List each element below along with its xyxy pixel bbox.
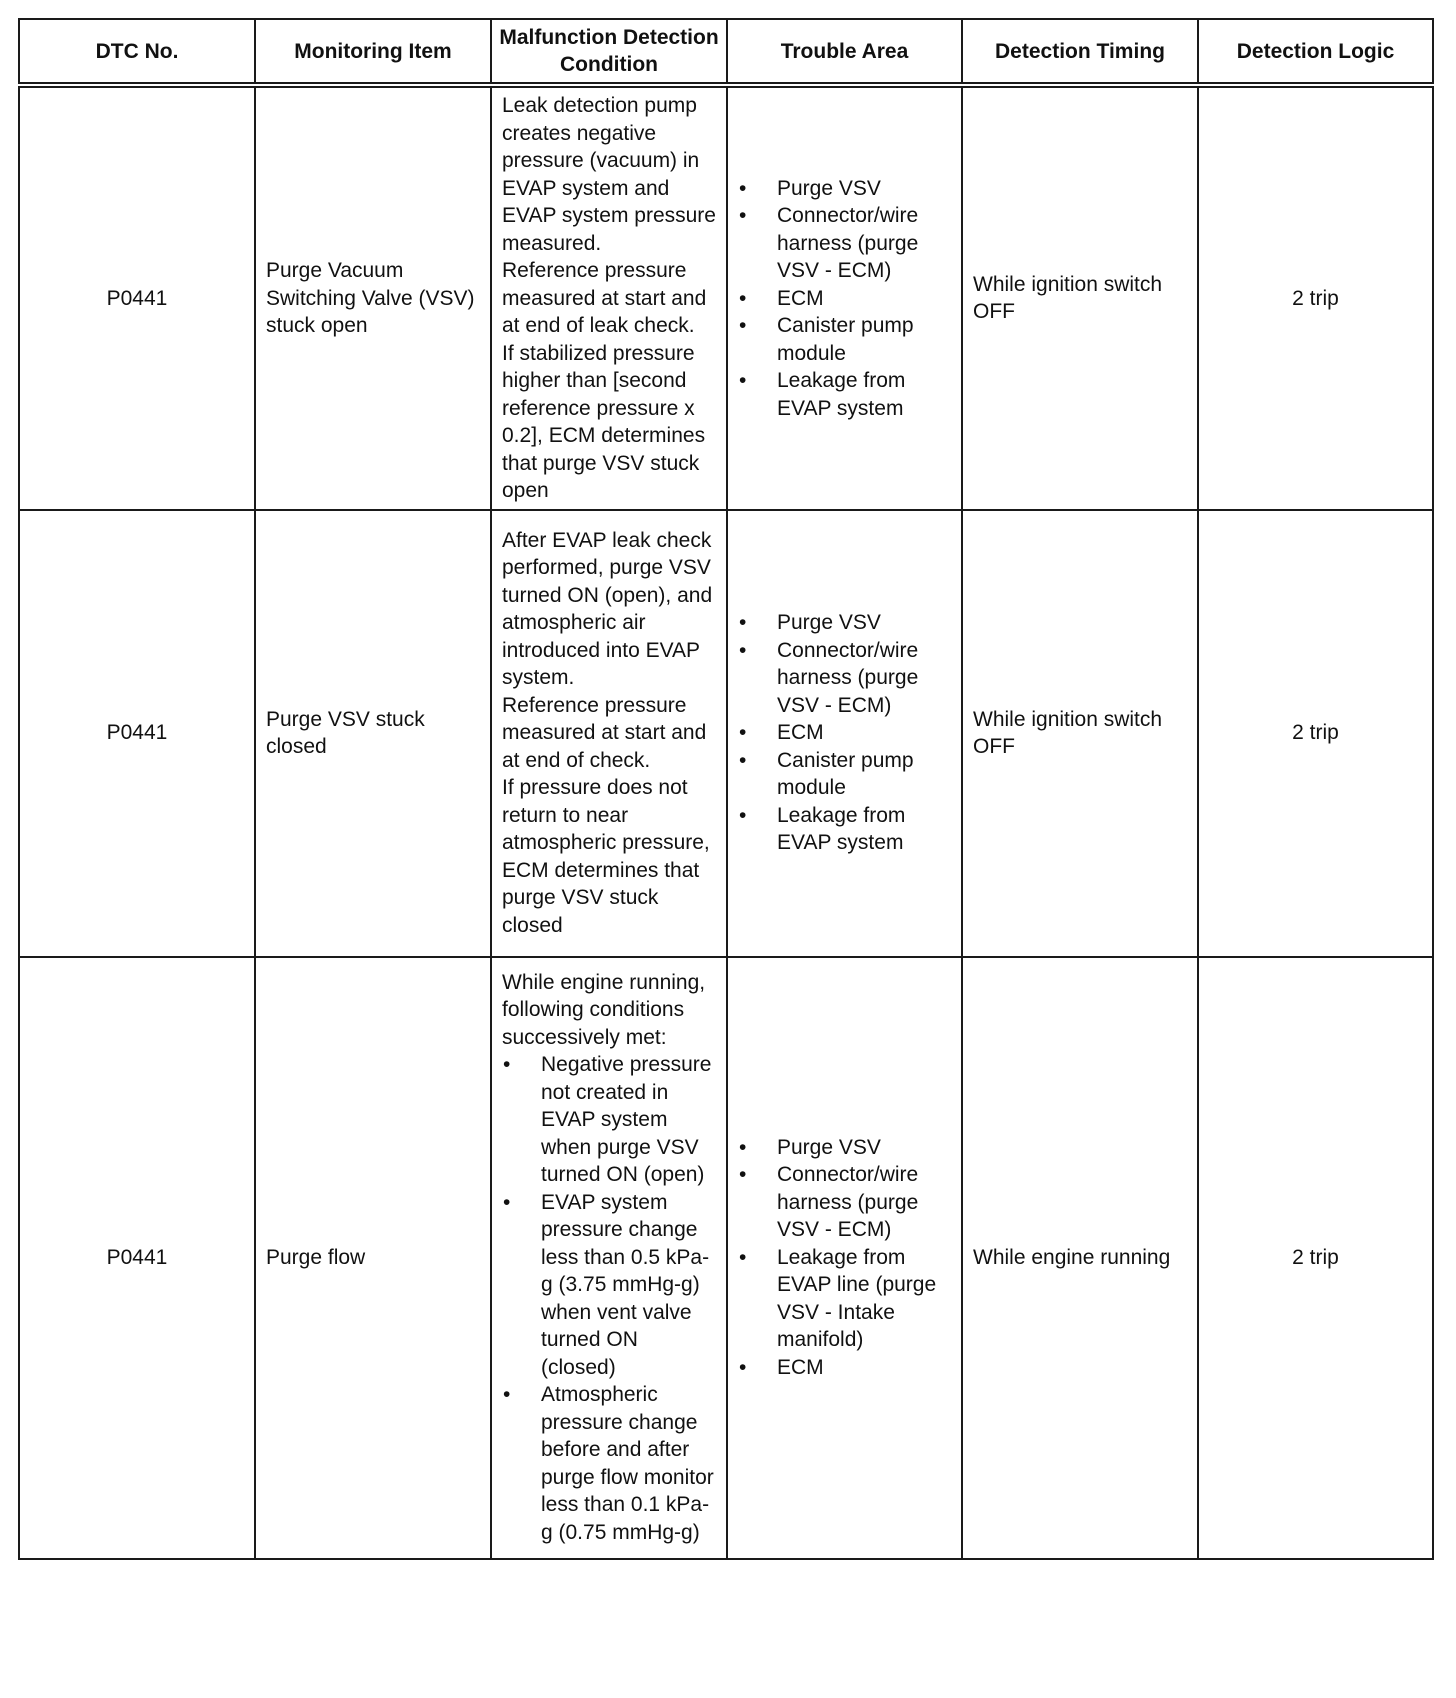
trouble-area-item: [738, 609, 951, 637]
trouble-area-item-text: ECM: [777, 1355, 824, 1379]
dtc-table: [18, 18, 1434, 1560]
trouble-area-item-text: ECM: [777, 286, 824, 310]
bullet-icon: •: [739, 369, 747, 392]
trouble-area-item: [738, 1244, 951, 1354]
bullet-icon: •: [739, 1245, 747, 1269]
condition-paragraph: Leak detection pump creates negative pressure (vacuum) in EVAP system and EVAP system pressure measured.: [502, 94, 716, 255]
condition-bullet-list: [502, 1051, 716, 1546]
detection-timing-cell: While ignition switch OFF: [962, 85, 1198, 510]
trouble-area-item-text: Purge VSV: [777, 611, 881, 635]
table-row: [19, 510, 1433, 957]
trouble-area-item-text: Purge VSV: [777, 176, 881, 200]
trouble-area-item-text: Connector/wire harness (purge VSV - ECM): [777, 1163, 919, 1242]
condition-bullet-item: [502, 1051, 716, 1189]
condition-bullet-item: [502, 1381, 716, 1546]
bullet-icon: •: [739, 176, 747, 200]
trouble-area-item-text: Canister pump module: [777, 748, 914, 800]
detection-condition-cell: [491, 510, 727, 957]
trouble-area-cell: [727, 85, 962, 510]
trouble-area-item-text: Leakage from EVAP system: [777, 803, 906, 855]
trouble-area-item: [738, 637, 951, 720]
trouble-area-item-text: Leakage from EVAP line (purge VSV - Intake manifold): [777, 1245, 937, 1352]
table-row: [19, 85, 1433, 510]
dtc-code-cell: P0441: [19, 957, 255, 1559]
bullet-icon: •: [503, 1190, 511, 1214]
trouble-area-item-text: Connector/wire harness (purge VSV - ECM): [777, 638, 919, 717]
condition-bullet-item: [502, 1189, 716, 1382]
trouble-area-item-text: ECM: [777, 721, 824, 745]
trouble-area-item: [738, 202, 951, 285]
condition-paragraph: While engine running, following conditions successively met:: [502, 970, 706, 1049]
bullet-icon: •: [739, 314, 747, 337]
header-monitoring-item: Monitoring Item: [255, 19, 491, 85]
detection-timing-cell: While engine running: [962, 957, 1198, 1559]
trouble-area-item: [738, 719, 951, 747]
condition-bullet-item-text: EVAP system pressure change less than 0.5 kPa-g (3.75 mmHg-g) when vent valve turned ON (closed): [541, 1190, 710, 1379]
detection-logic-cell: 2 trip: [1198, 957, 1433, 1559]
trouble-area-item: [738, 175, 951, 203]
trouble-area-item: [738, 312, 951, 367]
bullet-icon: •: [739, 1135, 747, 1159]
trouble-area-item: [738, 1354, 951, 1382]
trouble-area-item: [738, 747, 951, 802]
condition-paragraph: Reference pressure measured at start and at end of leak check.: [502, 259, 707, 337]
detection-condition-cell: [491, 85, 727, 510]
detection-logic-cell: 2 trip: [1198, 85, 1433, 510]
trouble-area-item-text: Connector/wire harness (purge VSV - ECM): [777, 204, 919, 282]
header-detection-logic: Detection Logic: [1198, 19, 1433, 85]
trouble-area-item-text: Leakage from EVAP system: [777, 369, 906, 420]
condition-paragraph: Reference pressure measured at start and at end of check.: [502, 693, 707, 772]
dtc-code-cell: P0441: [19, 510, 255, 957]
trouble-area-cell: [727, 510, 962, 957]
bullet-icon: •: [739, 1163, 747, 1187]
trouble-area-item: [738, 1134, 951, 1162]
trouble-area-item: [738, 285, 951, 313]
dtc-table-page: [18, 18, 1432, 1560]
trouble-area-list: [738, 175, 951, 423]
header-dtc-no: DTC No.: [19, 19, 255, 85]
table-row: [19, 957, 1433, 1559]
detection-logic-cell: 2 trip: [1198, 510, 1433, 957]
bullet-icon: •: [739, 748, 747, 772]
monitoring-item-cell: Purge VSV stuck closed: [255, 510, 491, 957]
dtc-code-cell: P0441: [19, 85, 255, 510]
condition-paragraph: If stabilized pressure higher than [second reference pressure x 0.2], ECM determines that purge VSV stuck open: [502, 341, 706, 502]
condition-paragraph: After EVAP leak check performed, purge VSV turned ON (open), and atmospheric air introduced into EVAP system.: [502, 528, 713, 690]
detection-timing-cell: While ignition switch OFF: [962, 510, 1198, 957]
bullet-icon: •: [503, 1383, 511, 1407]
bullet-icon: •: [739, 638, 747, 662]
monitoring-item-cell: Purge flow: [255, 957, 491, 1559]
trouble-area-list: [738, 1134, 951, 1382]
header-row: [19, 19, 1433, 85]
header-detection-timing: Detection Timing: [962, 19, 1198, 85]
trouble-area-item: [738, 1161, 951, 1244]
trouble-area-list: [738, 609, 951, 857]
monitoring-item-cell: Purge Vacuum Switching Valve (VSV) stuck open: [255, 85, 491, 510]
detection-condition-cell: [491, 957, 727, 1559]
trouble-area-cell: [727, 957, 962, 1559]
bullet-icon: •: [739, 611, 747, 635]
bullet-icon: •: [739, 286, 747, 310]
header-trouble-area: Trouble Area: [727, 19, 962, 85]
bullet-icon: •: [739, 721, 747, 745]
trouble-area-item: [738, 367, 951, 422]
bullet-icon: •: [739, 1355, 747, 1379]
condition-bullet-item-text: Negative pressure not created in EVAP system when purge VSV turned ON (open): [541, 1053, 712, 1187]
header-malfunction-condition: Malfunction Detection Condition: [491, 19, 727, 85]
trouble-area-item-text: Canister pump module: [777, 314, 914, 365]
bullet-icon: •: [739, 204, 747, 227]
trouble-area-item-text: Purge VSV: [777, 1135, 881, 1159]
bullet-icon: •: [503, 1053, 511, 1077]
trouble-area-item: [738, 802, 951, 857]
condition-paragraph: If pressure does not return to near atmospheric pressure, ECM determines that purge VSV stuck closed: [502, 776, 710, 937]
bullet-icon: •: [739, 803, 747, 827]
condition-bullet-item-text: Atmospheric pressure change before and after purge flow monitor less than 0.1 kPa-g (0.75 mmHg-g): [541, 1383, 714, 1544]
